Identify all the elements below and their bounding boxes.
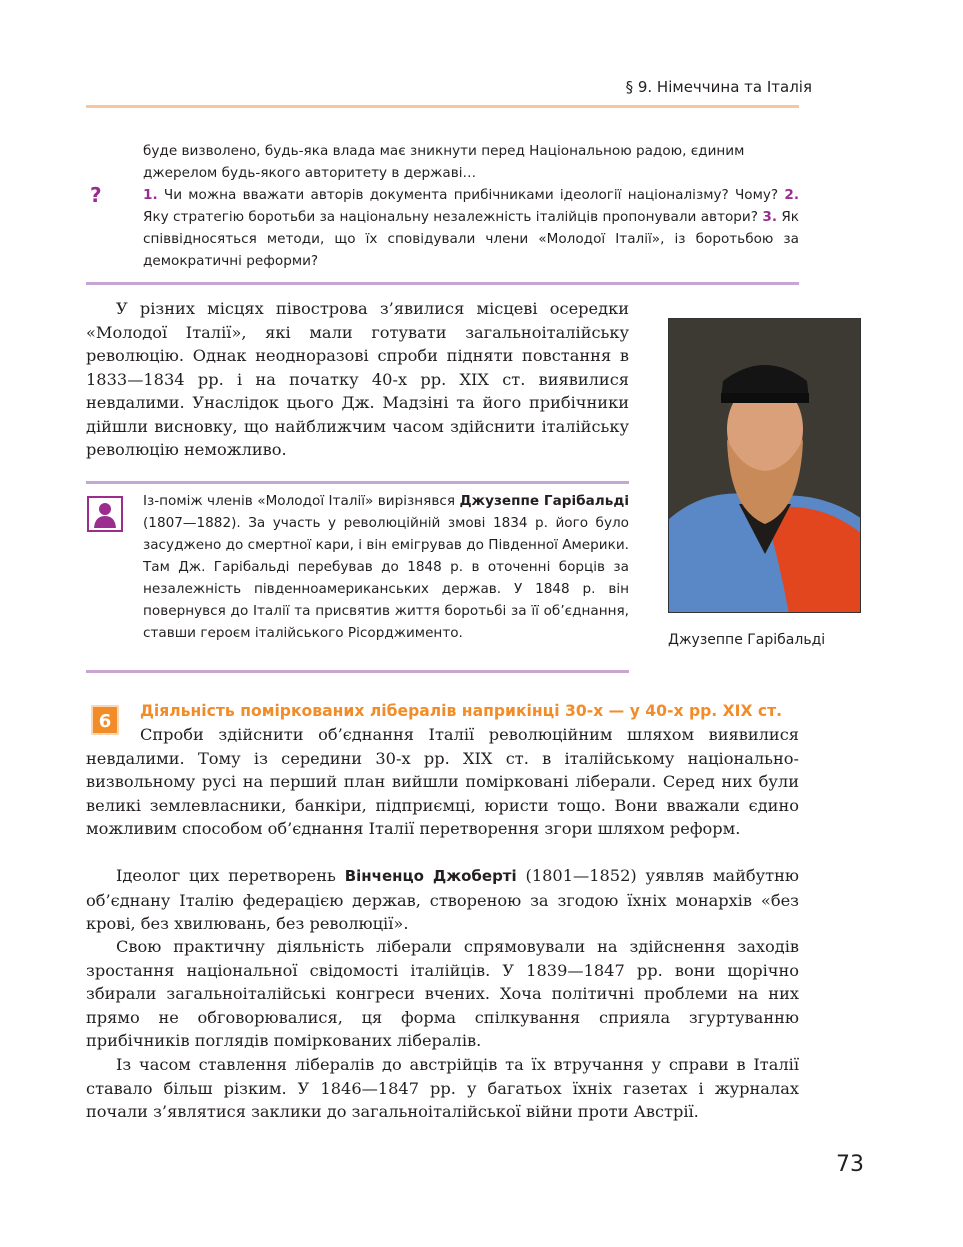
person-icon — [87, 496, 123, 532]
document-excerpt: буде визволено, будь-яка влада має зникнути перед Національною радою, єдиним джерелом будь-якого авторитету в державі… — [143, 143, 745, 181]
section-paragraph-3: Свою практичну діяльність ліберали спрямовували на здійснення заходів зростання національної свідомості італійців. У 1839—1847 рр. вони щорічно збирали загальноіталійські конгреси вчених. Хоча політичні проблеми на них прямо не обговорювалися, ця форма спілкування сприяла згуртуванню прибічників поглядів поміркованих лібералів. — [86, 937, 799, 1050]
bio-name: Джузеппе Гарібальді — [459, 493, 629, 509]
question-2-number: 2. — [784, 187, 799, 203]
page-number: 73 — [836, 1152, 864, 1177]
section-paragraph-2 — [86, 864, 799, 936]
section-paragraph-2-name: Вінченцо Джоберті — [344, 867, 517, 885]
question-3-text: Як співвідносяться методи, що їх сповідували члени «Молодої Італії», із боротьбою за демократичні реформи? — [143, 209, 800, 269]
divider — [86, 670, 629, 673]
main-paragraph: У різних місцях півострова з’явилися місцеві осередки «Молодої Італії», які мали готувати загальноіталійську революцію. Однак неодноразові спроби підняти повстання в 1833—1834 рр. і на початку 40-х рр. XIX ст. виявилися невдалими. Унаслідок цього Дж. Мадзіні та його прибічники дійшли висновку, що найближчим часом здійснити італійську революцію неможливо. — [86, 299, 629, 459]
question-mark-icon: ? — [90, 183, 102, 207]
portrait-image — [668, 318, 861, 613]
header-rule — [86, 105, 799, 108]
running-header: § 9. Німеччина та Італія — [625, 78, 812, 96]
bio-block — [143, 490, 629, 644]
divider — [86, 481, 629, 484]
questions-block — [143, 184, 799, 272]
section-title: Діяльність поміркованих лібералів наприкінці 30-х — у 40-х рр. XIX ст. — [140, 702, 783, 720]
bio-rest: (1807—1882). За участь у революційній змові 1834 р. його було засуджено до смертної кари, і він емігрував до Південної Америки. Там Дж. Гарібальді перебував до 1848 р. в оточенні борців за незалежність південноамериканських держав. У 1848 р. він повернувся до Італії та присвятив життя боротьбі за її об’єднання, ставши героєм італійського Рісорджименто. — [143, 515, 629, 641]
section-paragraph-4: Із часом ставлення лібералів до австрійців та їх втручання у справи в Італії ставало більш різким. У 1846—1847 рр. у багатьох їхніх газетах і журналах почали з’являтися заклики до загальноіталійської війни проти Австрії. — [86, 1055, 799, 1121]
portrait-caption: Джузеппе Гарібальді — [668, 632, 826, 648]
section-paragraph-1-text: Спроби здійснити об’єднання Італії революційним шляхом виявилися невдалими. Тому із середини 30-х рр. XIX ст. в італійському національно-визвольному русі на перший план вийшли помірковані ліберали. Серед них були великі землевласники, банкіри, підприємці, юристи тощо. Вони вважали єдино можливим способом об’єднання Італії перетворення згори шляхом реформ. — [86, 725, 799, 838]
section-paragraph-2-rest: (1801—1852) уявляв майбутню об’єднану Італію федерацією держав, створеною за згодою їхніх монархів «без крові, без хвилювань, без революції». — [86, 866, 799, 933]
bio-lead: Із-поміж членів «Молодої Італії» вирізнявся — [143, 493, 456, 509]
section-paragraph-1 — [86, 723, 799, 841]
question-3-number: 3. — [762, 209, 777, 225]
question-1-text: Чи можна вважати авторів документа прибічниками ідеології націоналізму? Чому? — [163, 187, 779, 203]
section-number-badge: 6 — [91, 705, 119, 735]
divider — [86, 282, 799, 285]
section-paragraph-2-lead: Ідеолог цих перетворень — [116, 866, 336, 885]
question-2-text: Яку стратегію боротьби за національну незалежність італійців пропонували автори? — [143, 209, 758, 225]
question-1-number: 1. — [143, 187, 158, 203]
